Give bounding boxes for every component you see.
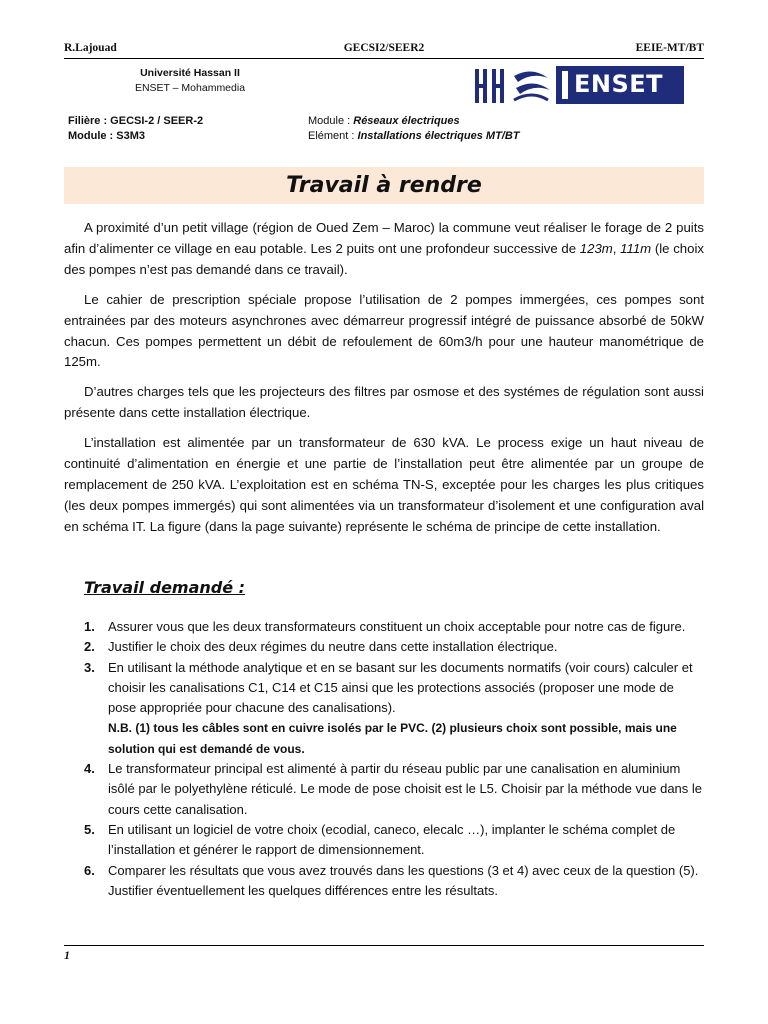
page-title: Travail à rendre <box>286 173 482 198</box>
university-name: Université Hassan II <box>140 67 240 79</box>
page-number: 1 <box>64 948 70 962</box>
module-code: Module : S3M3 <box>68 130 146 142</box>
paragraph-3: D’autres charges tels que les projecteurs des filtres par osmose et des systémes de régulation sont aussi présente dans cette installation électrique. <box>64 384 704 421</box>
element-value: Installations électriques MT/BT <box>357 130 520 142</box>
task-text: Justifier le choix des deux régimes du neutre dans cette installation électrique. <box>108 639 558 655</box>
separator: , <box>612 240 621 256</box>
logo-text: ENSET <box>574 70 664 98</box>
footer-divider <box>64 945 704 946</box>
task-number: 5. <box>84 821 95 837</box>
filiere: Filière : GECSI-2 / SEER-2 <box>68 115 204 127</box>
header-divider <box>64 58 704 59</box>
task-text: Le transformateur principal est alimenté à partir du réseau public par une canalisation en aluminium isôlé par le polyethylène réticulé. Le mode de pose choisit est le L5. Choisir par la méthode vue dans le cours cette canalisation. <box>108 761 703 817</box>
element-label: Elément : <box>308 130 358 142</box>
title-banner <box>64 167 704 204</box>
module-value: Réseaux électriques <box>353 115 460 127</box>
module-label: Module : <box>308 115 354 127</box>
note-label: N.B. <box>108 721 132 736</box>
task-number: 1. <box>84 619 95 634</box>
task-text: Comparer les résultats que vous avez trouvés dans les questions (3 et 4) avec ceux de la question (5). Justifier éventuellement les quelques différences entre les résultats. <box>108 862 699 898</box>
module-line <box>308 114 520 129</box>
element-line <box>308 129 520 144</box>
logo-swirl-icon <box>512 70 552 102</box>
note <box>108 718 702 759</box>
task-number: 2. <box>84 639 95 655</box>
paragraph-2: Le cahier de prescription spéciale propose l’utilisation de 2 pompes immergées, ces pompes sont entrainées par des moteurs asynchrones avec démarreur progressif intégré de puissance absorbé de 50kW chacun. Ces pompes permettent un débit de refoulement de 60m3/h pour une hauteur manométrique de 125m. <box>64 291 704 370</box>
task-item <box>84 658 702 759</box>
task-number: 4. <box>84 761 95 777</box>
task-text: Assurer vous que les deux transformateurs constituent un choix acceptable pour notre cas de figure. <box>108 619 686 634</box>
task-list <box>84 617 702 901</box>
module-info <box>308 114 520 144</box>
depth-1: 123m <box>579 240 613 256</box>
task-text: En utilisant la méthode analytique et en se basant sur les documents normatifs (voir cours) calculer et choisir les canalisations C1, C14 et C15 ainsi que les protections associés (proposer une mode de pose appropriée pour chacune des canalisations). <box>108 659 693 716</box>
depth-2: 111m <box>620 240 652 256</box>
task-item <box>84 759 702 820</box>
university-block <box>110 66 270 96</box>
section-heading: Travail demandé : <box>84 578 246 597</box>
header-author: R.Lajouad <box>64 42 117 54</box>
task-item <box>84 861 702 902</box>
university-emblem-icon <box>474 68 508 104</box>
school-name: ENSET – Mohammedia <box>134 82 246 94</box>
header-dept: EEIE-MT/BT <box>635 42 704 54</box>
task-item <box>84 637 702 657</box>
note-text: (1) tous les câbles sont en cuivre isolés par le PVC. (2) plusieurs choix sont possible, mais une solution qui est demandé de vous. <box>108 721 677 756</box>
logo-bar-icon <box>562 71 568 99</box>
task-number: 3. <box>84 659 95 675</box>
paragraph-4: L’installation est alimentée par un transformateur de 630 kVA. Le process exige un haut niveau de continuité d’alimentation en énergie et une partie de l’installation peut être alimentée par un groupe de remplacement de 250 kVA. L’exploitation est en schéma TN-S, exceptée pour les charges les plus critiques (les deux pompes immergés) qui sont alimentées via un transformateur d’isolement et une configuration aval en schéma IT. La figure (dans la page suivante) représente le schéma de principe de cette installation. <box>64 435 704 534</box>
header-course: GECSI2/SEER2 <box>343 42 425 54</box>
body-text <box>64 218 704 547</box>
logo-banner <box>556 66 684 104</box>
program-info <box>68 114 203 144</box>
task-text: En utilisant un logiciel de votre choix (ecodial, caneco, elecalc …), implanter le schéma complet de l’installation et générer le rapport de dimensionnement. <box>108 821 676 858</box>
task-number: 6. <box>84 862 95 878</box>
paragraph-1 <box>64 218 704 281</box>
task-item <box>84 617 702 637</box>
enset-logo <box>474 66 686 106</box>
paragraph-1-end: (le choix des pompes n’est pas demandé dans ce travail). <box>64 240 704 277</box>
task-item <box>84 820 702 861</box>
paragraph-1-text: A proximité d’un petit village (région de Oued Zem – Maroc) la commune veut réaliser le forage de 2 puits afin d’alimenter ce village en eau potable. Les 2 puits ont une profondeur successive de <box>64 220 704 256</box>
